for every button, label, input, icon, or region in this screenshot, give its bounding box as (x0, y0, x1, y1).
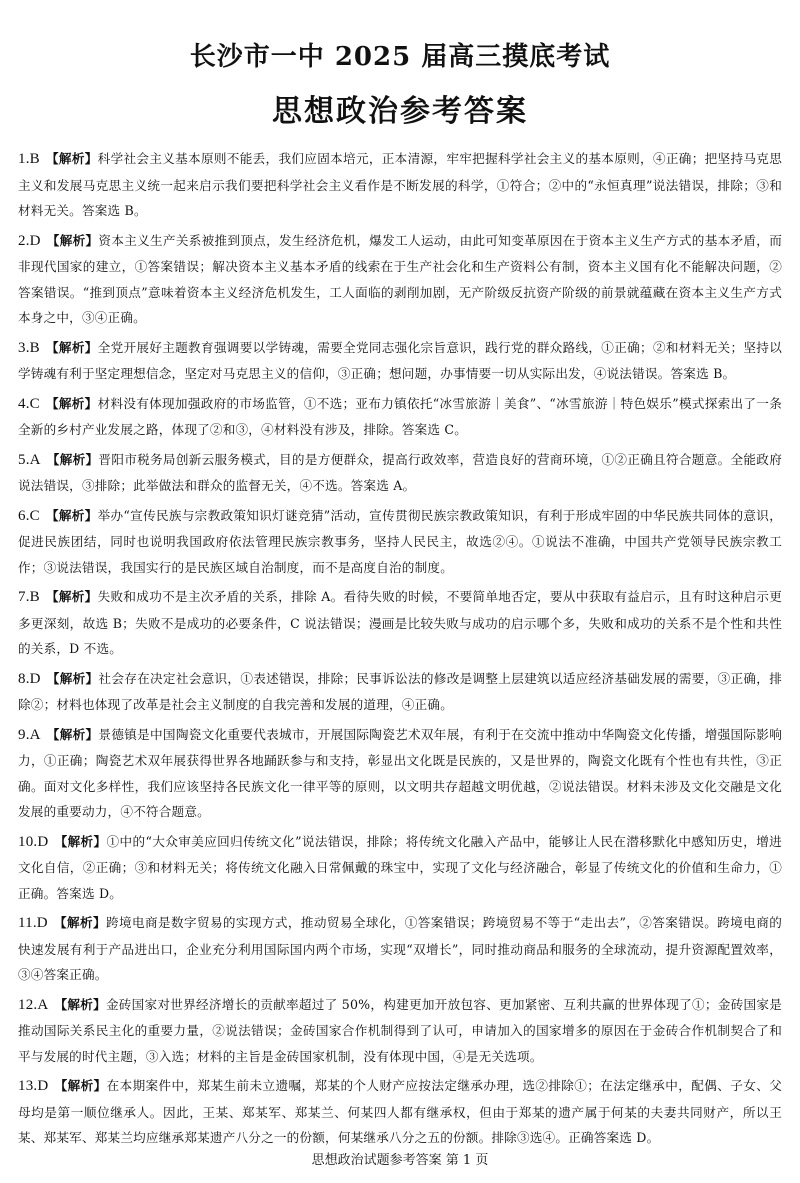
answer-item (18, 146, 782, 224)
answer-choice: A (37, 996, 49, 1013)
question-number: 10. (18, 833, 38, 850)
question-number: 7. (18, 589, 30, 605)
analysis-text: ①中的“大众审美应回归传统文化”说法错误，排除；将传统文化融入产品中，能够让人民在潜移默化中感知历史，增进文化自信，②正确；③和材料无关；将传统文化融入日常佩戴的珠宝中，实现了文化与经济融合，彰显了传统文化的价值和生命力，①正确。答案选 D。 (18, 833, 782, 901)
answer-choice: D (37, 833, 49, 850)
answer-item (18, 584, 782, 662)
answer-item (18, 1073, 782, 1151)
analysis-tag: 【解析】 (45, 589, 98, 604)
answer-choice: D (37, 1078, 49, 1094)
answer-item (18, 829, 782, 907)
answer-key-title: 思想政治参考答案 (272, 94, 528, 129)
answer-list (18, 146, 782, 1151)
analysis-tag: 【解析】 (54, 1078, 107, 1093)
question-number: 4. (18, 395, 30, 412)
answer-choice: D (29, 670, 41, 687)
question-number: 9. (18, 726, 30, 743)
question-number: 2. (18, 232, 30, 249)
answer-item (18, 666, 782, 718)
answer-choice: A (29, 726, 41, 743)
analysis-text: 跨境电商是数字贸易的实现方式，推动贸易全球化，①答案错误；跨境贸易不等于“走出去”，②答案错误。跨境电商的快速发展有利于产品进出口，企业充分利用国际国内两个市场，实现“双增长”，同时推动商品和服务的全球流动，提升资源配置效率，③④答案正确。 (18, 915, 782, 982)
exam-title: 长沙市一中 2025 届高三摸底考试 (189, 42, 611, 72)
answer-choice: B (29, 151, 40, 167)
answer-item (18, 447, 782, 499)
answer-item (18, 503, 782, 581)
question-number: 3. (18, 339, 30, 356)
analysis-tag: 【解析】 (46, 726, 99, 742)
analysis-tag: 【解析】 (45, 395, 98, 411)
analysis-text: 举办“宣传民族与宗教政策知识灯谜竞猜”活动，宣传贯彻民族宗教政策知识，有利于形成牢固的中华民族共同体的意识，促进民族团结，同时也说明我国政府依法管理民族宗教事务，坚持人民民主，故选②④。①说法不准确，中国共产党领导民族宗教工作；③说法错误，我国实行的是民族区域自治制度，而不是高度自治的制度。 (18, 507, 782, 575)
analysis-text: 景德镇是中国陶瓷文化重要代表城市，开展国际陶瓷艺术双年展，有利于在交流中推动中华陶瓷文化传播，增强国际影响力，①正确；陶瓷艺术双年展获得世界各地踊跃参与和支持，彰显出文化既是民族的，又是世界的，陶瓷文化既有个性也有共性，③正确。面对文化多样性，我们应该坚持各民族文化一律平等的原则，以文明共存超越文明优越，②说法错误。材料未涉及文化交融是文化发展的重要动力，④不符合题意。 (18, 726, 782, 819)
analysis-text: 社会存在决定社会意识，①表述错误，排除；民事诉讼法的修改是调整上层建筑以适应经济基础发展的需要，③正确，排除②；材料也体现了改革是社会主义制度的自我完善和发展的道理，④正确。 (18, 670, 782, 712)
answer-item (18, 992, 782, 1070)
question-number: 13. (18, 1078, 38, 1094)
analysis-tag: 【解析】 (46, 670, 99, 686)
answer-choice: C (29, 395, 40, 412)
analysis-text: 资本主义生产关系被推到顶点，发生经济危机，爆发工人运动，由此可知变革原因在于资本主义生产方式的基本矛盾，而非现代国家的建立，①答案错误；解决资本主义基本矛盾的线索在于生产社会化和生产资料公有制，资本主义国有化不能解决问题，②答案错误。“推到顶点”意味着资本主义经济危机发生，工人面临的剥削加剧，无产阶级反抗资产阶级的前景就蕴藏在资本主义生产方式本身之中，③④正确。 (18, 232, 782, 325)
analysis-tag: 【解析】 (45, 507, 98, 523)
analysis-tag: 【解析】 (45, 339, 98, 355)
question-number: 8. (18, 670, 30, 687)
analysis-text: 晋阳市税务局创新云服务模式，目的是方便群众，提高行政效率，营造良好的营商环境，①②正确且符合题意。全能政府说法错误，③排除；此举做法和群众的监督无关，④不选。答案选 A。 (18, 451, 782, 493)
answer-item (18, 722, 782, 825)
answer-choice: D (36, 915, 48, 931)
analysis-tag: 【解析】 (46, 232, 99, 248)
page-footer: 思想政治试题参考答案 第 1 页 (311, 1153, 489, 1168)
analysis-tag: 【解析】 (54, 996, 106, 1012)
answer-choice: B (29, 339, 40, 356)
question-number: 5. (18, 451, 30, 468)
analysis-tag: 【解析】 (53, 915, 107, 930)
answer-choice: A (29, 451, 41, 468)
analysis-tag: 【解析】 (54, 833, 107, 849)
answer-item (18, 335, 782, 387)
answer-choice: B (29, 589, 40, 605)
analysis-tag: 【解析】 (45, 151, 98, 166)
analysis-text: 金砖国家对世界经济增长的贡献率超过了 50%，构建更加开放包容、更加紧密、互利共赢的世界体现了①；金砖国家是推动国际关系民主化的重要力量，②说法错误；金砖国家合作机制得到了认可，申请加入的国家增多的原因在于金砖合作机制契合了和平与发展的时代主题，③入选；材料的主旨是金砖国家机制，没有体现中国，④是无关选项。 (18, 996, 782, 1064)
analysis-text: 科学社会主义基本原则不能丢，我们应固本培元，正本清源，牢牢把握科学社会主义的基本原则，④正确；把坚持马克思主义和发展马克思主义统一起来启示我们要把科学社会主义看作是不断发展的科学，①符合；②中的“永恒真理”说法错误，排除；③和材料无关。答案选 B。 (18, 151, 782, 218)
analysis-text: 全党开展好主题教育强调要以学铸魂，需要全党同志强化宗旨意识，践行党的群众路线，①正确；②和材料无关；坚持以学铸魂有利于坚定理想信念，坚定对马克思主义的信仰，③正确；想问题，办事情要一切从实际出发，④说法错误。答案选 B。 (18, 339, 782, 381)
answer-choice: C (29, 507, 40, 524)
answer-item (18, 228, 782, 331)
analysis-text: 在本期案件中，郑某生前未立遗嘱，郑某的个人财产应按法定继承办理，选②排除①；在法定继承中，配偶、子女、父母均是第一顺位继承人。因此，王某、郑某军、郑某兰、何某四人都有继承权，但由于郑某的遗产属于何某的夫妻共同财产，所以王某、郑某军、郑某兰均应继承郑某遗产八分之一的份额，何某继承八分之五的份额。排除③选④。正确答案选 D。 (18, 1078, 782, 1145)
question-number: 11. (18, 915, 37, 931)
answer-choice: D (29, 232, 41, 249)
analysis-text: 失败和成功不是主次矛盾的关系，排除 A。看待失败的时候，不要简单地否定，要从中获取有益启示，且有时这种启示更多更深刻，故选 B；失败不是成功的必要条件，C 说法错误；漫画是比较失败与成功的启示哪个多，失败和成功的关系不是个性和共性的关系，D 不选。 (18, 589, 782, 656)
question-number: 6. (18, 507, 30, 524)
question-number: 1. (18, 151, 30, 167)
analysis-text: 材料没有体现加强政府的市场监管，①不选；亚布力镇依托“冰雪旅游｜美食”、“冰雪旅游｜特色娱乐”模式探索出了一条全新的乡村产业发展之路，体现了②和③，④材料没有涉及，排除。答案选 C。 (18, 395, 782, 437)
analysis-tag: 【解析】 (46, 451, 99, 467)
answer-item (18, 391, 782, 443)
answer-item (18, 910, 782, 988)
question-number: 12. (18, 996, 38, 1013)
